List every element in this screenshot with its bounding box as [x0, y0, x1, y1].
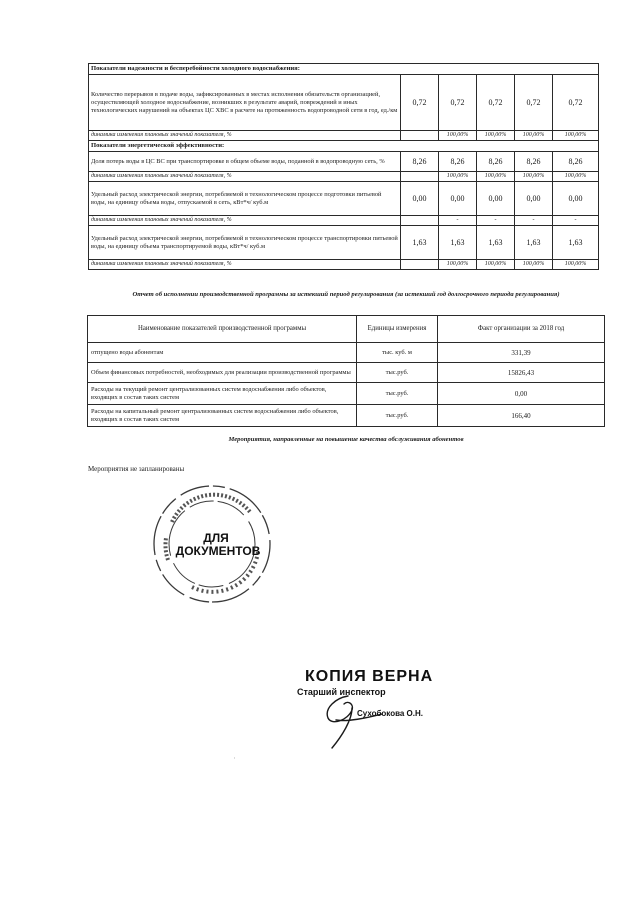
measures-title: Мероприятия, направленные на повышение качества обслуживания абонентов	[228, 436, 464, 443]
report-table	[87, 315, 605, 427]
value-cell: 0,00	[439, 182, 477, 216]
inspector-title: Старший инспектор	[297, 687, 386, 697]
row-name: Расходы на текущий ремонт централизованных систем водоснабжения либо объектов, входящих в состав таких систем	[88, 383, 357, 405]
value-cell: -	[553, 216, 599, 226]
value-cell: 100,00%	[515, 131, 553, 141]
value-cell: 100,00%	[515, 260, 553, 270]
value-cell: 0,00	[401, 182, 439, 216]
value-cell: 100,00%	[553, 131, 599, 141]
value-cell: 0,00	[515, 182, 553, 216]
value-cell	[401, 260, 439, 270]
row-unit: тыс.руб.	[357, 383, 438, 405]
table-row	[88, 343, 605, 363]
value-cell: -	[477, 216, 515, 226]
value-cell: 100,00%	[553, 260, 599, 270]
value-cell: 100,00%	[477, 131, 515, 141]
table-row	[88, 363, 605, 383]
row-name: Расходы на капитальный ремонт централизованных систем водоснабжения либо объектов, входящих в состав таких систем	[88, 405, 357, 427]
value-cell: 0,00	[477, 182, 515, 216]
value-cell	[401, 131, 439, 141]
row-fact: 0,00	[438, 383, 605, 405]
value-cell: 100,00%	[439, 260, 477, 270]
row-unit: тыс. куб. м	[357, 343, 438, 363]
value-cell: 1,63	[439, 226, 477, 260]
value-cell: 100,00%	[477, 172, 515, 182]
stamp-line-1: ДЛЯ	[203, 531, 229, 545]
row-fact: 15826,43	[438, 363, 605, 383]
measures-text: Мероприятия не запланированы	[88, 465, 185, 473]
value-cell: 8,26	[401, 152, 439, 172]
column-header-name: Наименование показателей производственной программы	[88, 316, 357, 343]
value-cell: 0,72	[477, 75, 515, 131]
efficiency-header: Показатели энергетической эффективности:	[89, 141, 599, 152]
value-cell: 0,72	[401, 75, 439, 131]
value-cell: 100,00%	[515, 172, 553, 182]
prep-energy-label: Удельный расход электрической энергии, потребляемой в технологическом процессе подготовки питьевой воды, на единицу объема воды, отпускаемой в сеть, кВт*ч/ куб.м	[89, 182, 401, 216]
row-fact: 166,40	[438, 405, 605, 427]
reliability-header: Показатели надежности и бесперебойности холодного водоснабжения:	[89, 64, 599, 75]
scan-speck: '	[234, 758, 235, 763]
row-name: отпущено воды абонентам	[88, 343, 357, 363]
value-cell: 0,72	[439, 75, 477, 131]
value-cell	[401, 172, 439, 182]
row-name: Объем финансовых потребностей, необходимых для реализации производственной программы	[88, 363, 357, 383]
dynamics-label: динамика изменения плановых значений показателя, %	[89, 260, 401, 270]
value-cell: 0,00	[553, 182, 599, 216]
value-cell: 100,00%	[439, 131, 477, 141]
signer-name: Сухобокова О.Н.	[357, 709, 424, 718]
dynamics-label: динамика изменения плановых значений показателя, %	[89, 131, 401, 141]
handwritten-signature	[318, 690, 388, 752]
column-header-fact: Факт организации за 2018 год	[438, 316, 605, 343]
losses-label: Доля потерь воды в ЦС ВС при транспортировке в общем объеме воды, поданной в водопроводную сеть, %	[89, 152, 401, 172]
report-title: Отчет об исполнении производственной программы за истекший период регулирования (за истекший год долгосрочного периода регулирования)	[132, 291, 560, 298]
value-cell: 1,63	[515, 226, 553, 260]
value-cell: 8,26	[477, 152, 515, 172]
value-cell: 8,26	[439, 152, 477, 172]
row-fact: 331,39	[438, 343, 605, 363]
value-cell: -	[439, 216, 477, 226]
value-cell: 8,26	[553, 152, 599, 172]
table-row	[88, 405, 605, 427]
dynamics-label: динамика изменения плановых значений показателя, %	[89, 216, 401, 226]
transport-energy-label: Удельный расход электрической энергии, потребляемой в технологическом процессе транспортировки питьевой воды, на единицу объема транспортируемой воды, кВт*ч/ куб.м	[89, 226, 401, 260]
value-cell: 1,63	[553, 226, 599, 260]
copy-certified-stamp: КОПИЯ ВЕРНА	[305, 668, 434, 685]
value-cell: 8,26	[515, 152, 553, 172]
interruptions-label: Количество перерывов в подаче воды, зафиксированных в местах исполнения обязательств организацией, осуществляющей холодное водоснабжение, возникших в результате аварий, повреждений и иных технологических нарушений на объектах ЦС ХВС в расчете на протяженность водопроводной сети в год, ед./км	[89, 75, 401, 131]
dynamics-label: динамика изменения плановых значений показателя, %	[89, 172, 401, 182]
column-header-unit: Единицы измерения	[357, 316, 438, 343]
value-cell: 100,00%	[553, 172, 599, 182]
value-cell: 100,00%	[477, 260, 515, 270]
value-cell: 0,72	[515, 75, 553, 131]
value-cell: 1,63	[401, 226, 439, 260]
value-cell: 100,00%	[439, 172, 477, 182]
row-unit: тыс.руб.	[357, 363, 438, 383]
value-cell: -	[515, 216, 553, 226]
stamp-line-2: ДОКУМЕНТОВ	[175, 544, 261, 558]
indicators-table	[88, 63, 599, 270]
value-cell: 0,72	[553, 75, 599, 131]
table-row	[88, 383, 605, 405]
value-cell: 1,63	[477, 226, 515, 260]
value-cell	[401, 216, 439, 226]
row-unit: тыс.руб.	[357, 405, 438, 427]
